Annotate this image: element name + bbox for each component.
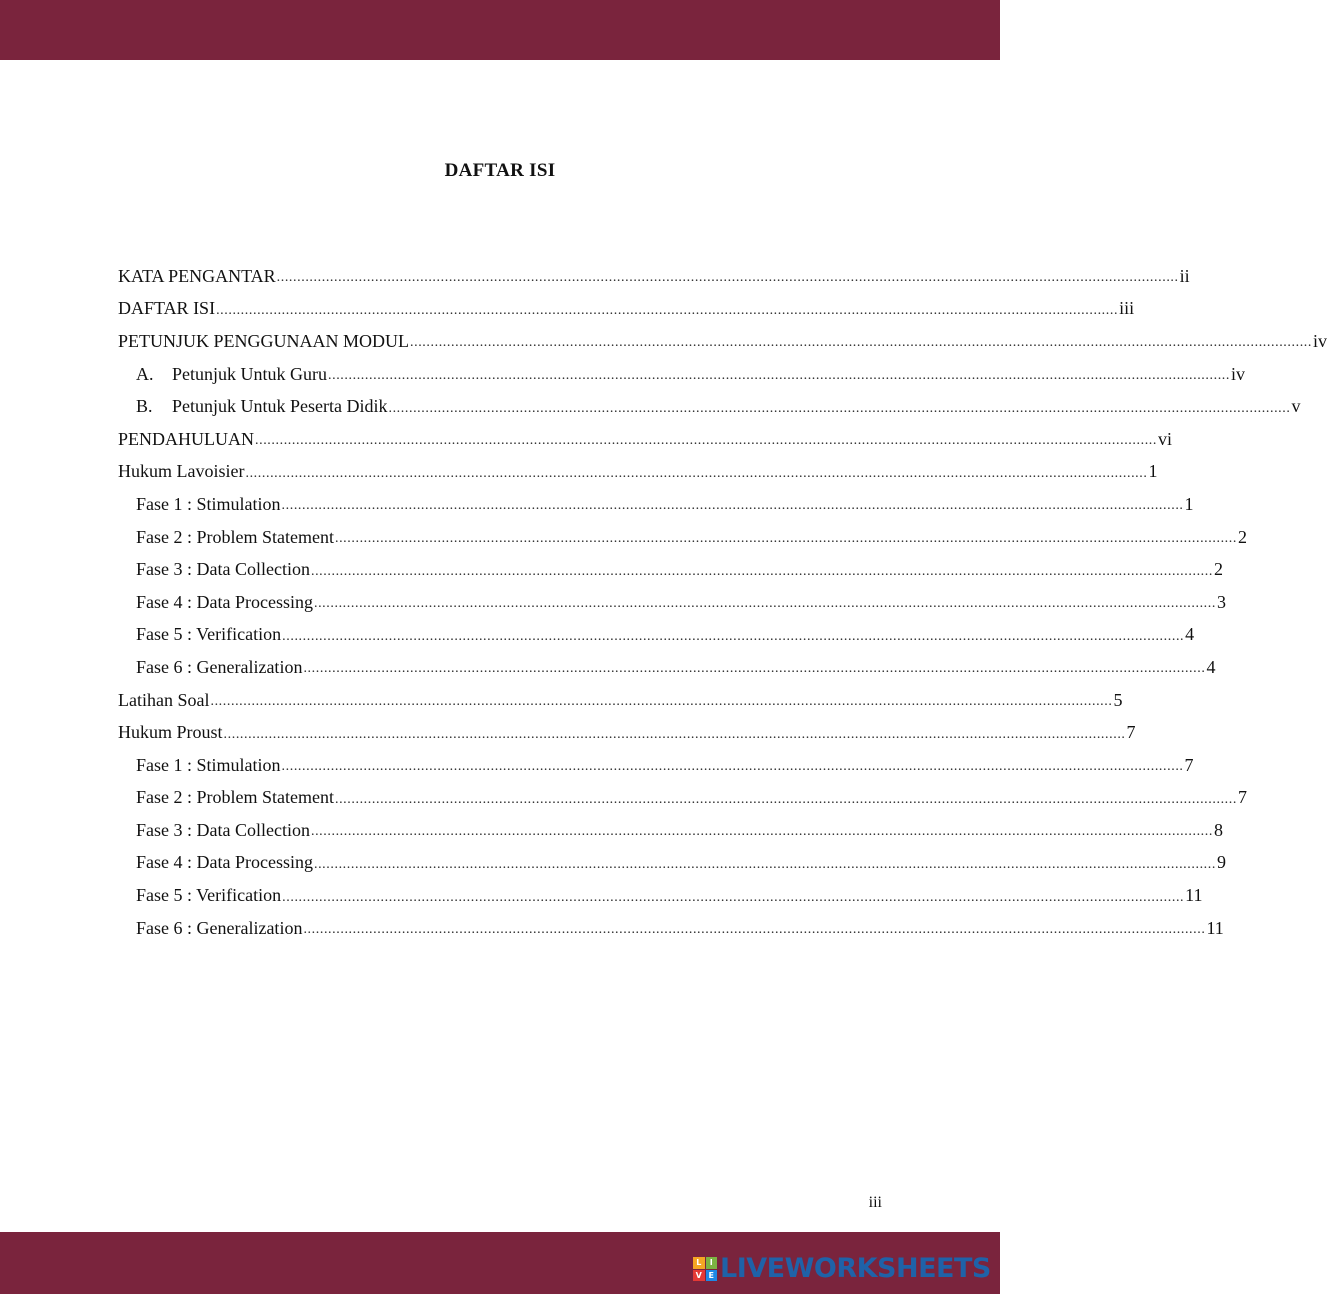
toc-entry-label: [136, 657, 302, 678]
toc-entry[interactable]: [118, 488, 1194, 521]
toc-leader-dots: ............................................................................................................................................................................................................................: [334, 791, 1237, 807]
toc-leader-dots: ............................................................................................................................................................................................................................: [313, 856, 1216, 872]
toc-entry-label: [136, 787, 334, 808]
toc-entry-title: Petunjuk Untuk Guru: [172, 363, 327, 384]
toc-entry-label: [136, 527, 334, 548]
toc-entry-title: Fase 6 : Generalization: [136, 917, 303, 938]
toc-entry-label: [136, 364, 327, 385]
toc-entry-page: iv: [1313, 330, 1327, 351]
toc-leader-dots: ............................................................................................................................................................................................................................: [310, 563, 1213, 579]
toc-entry-title: Fase 4 : Data Processing: [136, 852, 313, 873]
toc-entry-page: 7: [1184, 754, 1194, 775]
logo-square: E: [706, 1270, 718, 1282]
page-title: DAFTAR ISI: [444, 160, 556, 181]
toc-entry[interactable]: [118, 390, 1301, 423]
header-band: [0, 0, 1000, 60]
toc-entry-title: Fase 2 : Problem Statement: [136, 526, 334, 547]
toc-leader-dots: ............................................................................................................................................................................................................................: [328, 368, 1230, 384]
toc-entry-title: Fase 1 : Stimulation: [136, 493, 281, 514]
toc-entry-label: [136, 592, 313, 613]
toc-entry-label: [118, 461, 244, 482]
toc-entry-page: 4: [1206, 656, 1216, 677]
toc-entry-page: iv: [1231, 363, 1246, 384]
toc-entry[interactable]: [118, 456, 1158, 489]
toc-entry-title: Fase 5 : Verification: [136, 624, 282, 645]
toc-entry-title: DAFTAR ISI: [118, 298, 216, 319]
toc-entry-page: 4: [1185, 624, 1195, 645]
toc-entry[interactable]: [118, 716, 1136, 749]
toc-leader-dots: ............................................................................................................................................................................................................................: [282, 889, 1185, 905]
toc-entry[interactable]: [118, 293, 1135, 326]
toc-leader-dots: ............................................................................................................................................................................................................................: [388, 400, 1291, 416]
toc-entry-label: [136, 852, 313, 873]
toc-leader-dots: ............................................................................................................................................................................................................................: [303, 922, 1206, 938]
toc-leader-dots: ............................................................................................................................................................................................................................: [303, 661, 1206, 677]
toc-entry-page: ii: [1179, 265, 1190, 286]
toc-entry-page: v: [1291, 396, 1301, 417]
toc-entry[interactable]: [118, 814, 1223, 847]
toc-entry[interactable]: [118, 912, 1224, 945]
toc-entry-label: [136, 396, 387, 417]
toc-entry-page: 9: [1216, 852, 1226, 873]
toc-leader-dots: ............................................................................................................................................................................................................................: [334, 531, 1237, 547]
toc-entry-page: 8: [1213, 819, 1223, 840]
toc-entry[interactable]: [118, 847, 1226, 880]
toc-entry-label: [136, 624, 281, 645]
logo-square: V: [693, 1270, 705, 1282]
page-number: iii: [868, 1194, 882, 1211]
toc-entry-title: Fase 1 : Stimulation: [136, 754, 281, 775]
toc-entry[interactable]: [118, 553, 1223, 586]
toc-entry[interactable]: [118, 521, 1247, 554]
toc-leader-dots: ............................................................................................................................................................................................................................: [216, 302, 1119, 318]
liveworksheets-logo: [693, 1254, 991, 1284]
toc-entry-label: [118, 429, 254, 450]
toc-entry-page: 1: [1184, 493, 1194, 514]
toc-leader-dots: ............................................................................................................................................................................................................................: [410, 335, 1312, 351]
toc-leader-dots: ............................................................................................................................................................................................................................: [210, 694, 1113, 710]
logo-square: L: [693, 1257, 705, 1269]
toc-leader-dots: ............................................................................................................................................................................................................................: [310, 824, 1213, 840]
liveworksheets-logo-icon: [693, 1257, 717, 1281]
toc-entry-page: 11: [1206, 917, 1224, 938]
toc-entry-label: [118, 331, 409, 352]
toc-entry-title: Petunjuk Untuk Peserta Didik: [172, 396, 388, 417]
toc-entry-title: Fase 3 : Data Collection: [136, 819, 310, 840]
toc-entry[interactable]: [118, 423, 1173, 456]
toc-entry-title: PETUNJUK PENGGUNAAN MODUL: [118, 330, 409, 351]
toc-entry-page: 2: [1213, 559, 1223, 580]
toc-entry-page: 7: [1126, 722, 1136, 743]
toc-entry-label: [136, 559, 310, 580]
toc-entry-page: vi: [1158, 428, 1173, 449]
toc-entry-label: [136, 820, 310, 841]
toc-entry-page: iii: [1119, 298, 1135, 319]
toc-entry-page: 1: [1148, 461, 1158, 482]
toc-entry-label: [118, 266, 276, 287]
toc-entry-label: [136, 918, 302, 939]
toc-entry[interactable]: [118, 260, 1190, 293]
toc-entry-title: Fase 5 : Verification: [136, 885, 282, 906]
toc-entry-title: KATA PENGANTAR: [118, 265, 276, 286]
toc-entry-title: Fase 3 : Data Collection: [136, 559, 310, 580]
toc-entry[interactable]: [118, 586, 1226, 619]
toc-entry-title: Fase 2 : Problem Statement: [136, 787, 334, 808]
toc-entry[interactable]: [118, 749, 1194, 782]
toc-entry-page: 7: [1237, 787, 1247, 808]
toc-entry-title: Fase 6 : Generalization: [136, 656, 303, 677]
brand-name: LIVEWORKSHEETS: [720, 1253, 991, 1284]
toc-entry-title: Latihan Soal: [118, 689, 210, 710]
toc-entry-label: [118, 298, 215, 319]
toc-entry-title: Fase 4 : Data Processing: [136, 591, 313, 612]
toc-entry-title: Hukum Lavoisier: [118, 461, 245, 482]
toc-entry-label: [118, 690, 209, 711]
toc-entry-title: Hukum Proust: [118, 722, 223, 743]
toc-leader-dots: ............................................................................................................................................................................................................................: [245, 465, 1148, 481]
toc-entry[interactable]: [118, 358, 1246, 391]
toc-entry-number: A.: [136, 363, 154, 384]
toc-leader-dots: ............................................................................................................................................................................................................................: [282, 628, 1185, 644]
table-of-contents: [118, 260, 1327, 944]
toc-entry-page: 2: [1237, 526, 1247, 547]
logo-square: I: [706, 1257, 718, 1269]
toc-entry[interactable]: [118, 782, 1247, 815]
toc-entry-page: 3: [1216, 591, 1226, 612]
toc-entry-label: [136, 885, 281, 906]
toc-entry-page: 5: [1113, 689, 1123, 710]
toc-leader-dots: ............................................................................................................................................................................................................................: [281, 759, 1184, 775]
toc-leader-dots: ............................................................................................................................................................................................................................: [276, 270, 1179, 286]
toc-entry-label: [136, 755, 281, 776]
toc-entry-number: B.: [136, 396, 153, 417]
toc-entry[interactable]: [118, 325, 1327, 358]
toc-entry-label: [136, 494, 281, 515]
toc-leader-dots: ............................................................................................................................................................................................................................: [255, 433, 1157, 449]
toc-entry-label: [118, 722, 223, 743]
toc-leader-dots: ............................................................................................................................................................................................................................: [281, 498, 1184, 514]
toc-entry[interactable]: [118, 651, 1216, 684]
toc-entry[interactable]: [118, 684, 1123, 717]
toc-entry-page: 11: [1185, 885, 1203, 906]
toc-leader-dots: ............................................................................................................................................................................................................................: [313, 596, 1216, 612]
toc-entry[interactable]: [118, 879, 1203, 912]
toc-leader-dots: ............................................................................................................................................................................................................................: [223, 726, 1126, 742]
toc-entry-title: PENDAHULUAN: [118, 428, 254, 449]
toc-entry[interactable]: [118, 619, 1195, 652]
